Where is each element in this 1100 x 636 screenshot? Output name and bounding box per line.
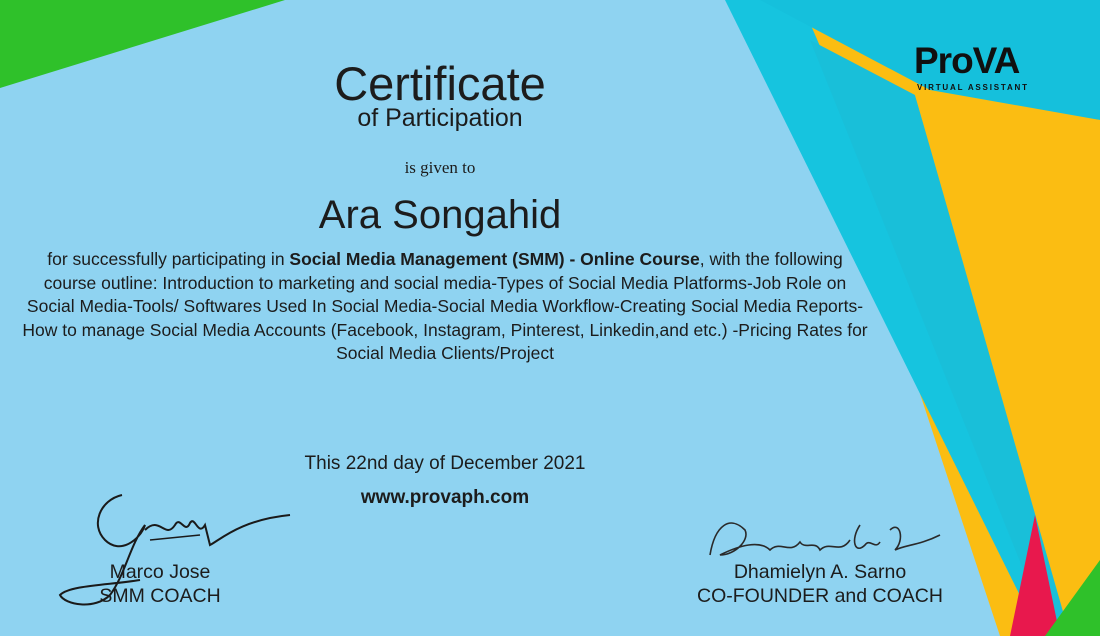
- website-url: www.provaph.com: [360, 487, 530, 508]
- recipient-name: Ara Songahid: [318, 193, 562, 237]
- course-description: [20, 248, 870, 366]
- signatory-name: Dhamielyn A. Sarno: [733, 561, 907, 583]
- brand-logo: [914, 38, 1064, 102]
- signatory-right: [640, 560, 1000, 608]
- certificate-subtitle: of Participation: [357, 104, 523, 132]
- signatory-role: CO-FOUNDER and COACH: [697, 585, 943, 607]
- issue-date: This 22nd day of December 2021: [304, 453, 586, 474]
- signatory-role: SMM COACH: [99, 585, 221, 607]
- brand-name: ProVA: [914, 40, 1020, 81]
- description-intro: for successfully participating in: [47, 249, 290, 269]
- certificate-title: Certificate: [334, 57, 546, 110]
- given-to-text: is given to: [404, 158, 476, 177]
- brand-tagline: VIRTUAL ASSISTANT: [917, 83, 1029, 92]
- signatory-left: [40, 560, 280, 608]
- signatory-name: Marco Jose: [109, 561, 211, 583]
- course-name: Social Media Management (SMM) - Online Course: [289, 249, 700, 269]
- course-outline: , with the following course outline: Introduction to marketing and social media-Types of Social Media Platforms-Job Role on Social Media-Tools/ Softwares Used In Social Media-Social Media Workflow-Creating Social Media Reports-How to manage Social Media Accounts (Facebook, Instagram, Pinterest, Linkedin,and etc.) -Pricing Rates for Social Media Clients/Project: [22, 249, 868, 364]
